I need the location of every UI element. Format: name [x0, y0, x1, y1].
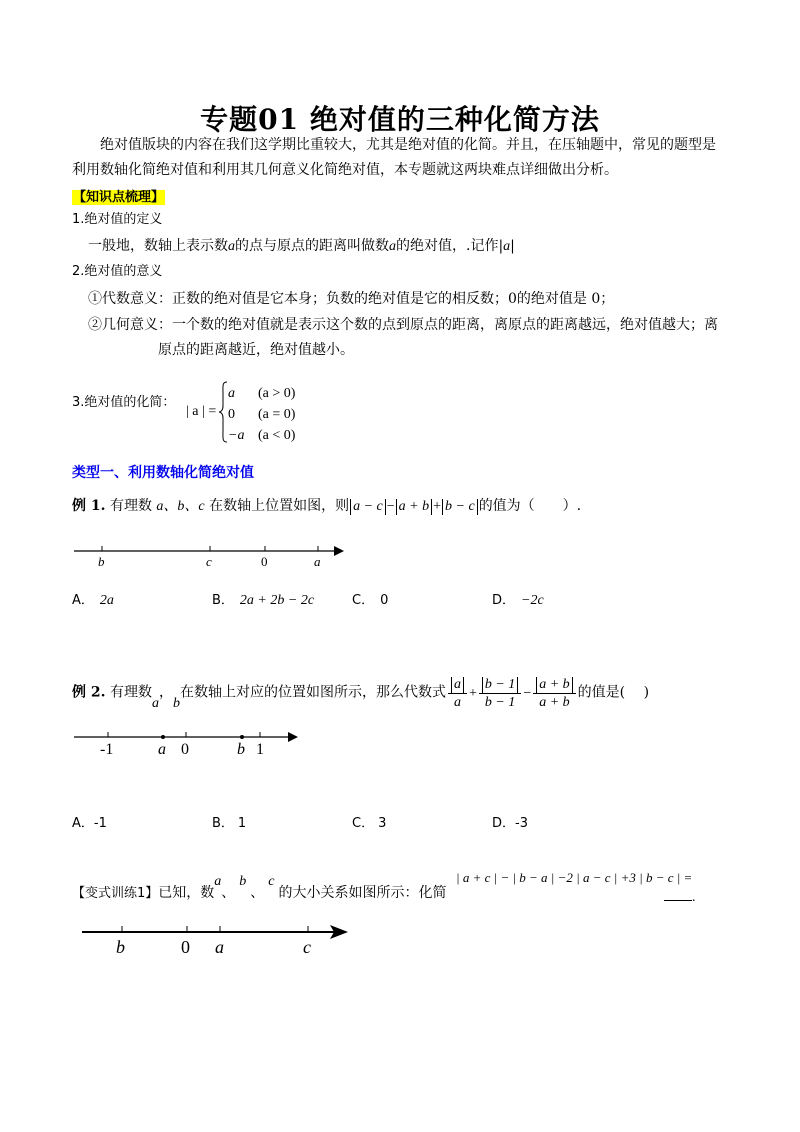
type1-heading: 类型一、利用数轴化简绝对值: [72, 465, 254, 481]
var1-axis-c: c: [303, 937, 311, 957]
ex2-frac-3: $\frac{a + b}{a + b}$: [533, 676, 575, 711]
page-title: 专题01 绝对值的三种化简方法: [200, 103, 600, 136]
example-1-number-line: [72, 540, 352, 572]
ex1-option-d[interactable]: D． −2c: [492, 593, 544, 608]
intro-line-1: 绝对值版块的内容在我们这学期比重较大，尤其是绝对值的化简。并且，在压轴题中，常见的题型是: [100, 137, 716, 153]
ex1-op-2: +: [433, 499, 442, 514]
k3-brace: [218, 380, 228, 444]
k1-text-d: |: [510, 238, 515, 254]
ex2-var-b: b: [172, 695, 180, 711]
k3-lhs: | a | =: [186, 404, 217, 419]
ex1-expression: [349, 499, 479, 514]
ex2-option-a[interactable]: A．-1: [72, 816, 107, 831]
example-2-question: [72, 676, 649, 711]
var1-text-b: 的大小关系如图所示：化简: [278, 885, 447, 901]
ex2-option-c[interactable]: C． 3: [352, 816, 387, 831]
ex2-option-b[interactable]: B． 1: [212, 816, 247, 831]
k1-text-b: 的点与原点的距离叫做数: [235, 238, 389, 254]
var1-axis-b: b: [116, 937, 125, 957]
ex1-axis-0: 0: [261, 554, 268, 569]
var1-var-c: c: [268, 874, 275, 889]
k2-title: 2.绝对值的意义: [72, 264, 163, 279]
ex1-vars: a、b、c: [156, 499, 205, 514]
var1-var-a: a: [214, 874, 222, 889]
section-tag-label: 【知识点梳理】: [73, 190, 165, 205]
ex2-text-c: 的值是( ): [577, 684, 650, 701]
ex1-option-c[interactable]: C． 0: [352, 593, 389, 608]
ex1-term-3: b − c: [442, 499, 478, 515]
k3-case-2: 0 (a = 0): [228, 407, 296, 422]
ex1-text-a: 有理数: [109, 498, 152, 514]
ex1-option-b[interactable]: B． 2a + 2b − 2c: [212, 593, 315, 608]
ex1-term-2: a + b: [396, 499, 432, 515]
k1-definition: [88, 233, 515, 260]
ex2-sep: ，: [158, 684, 173, 701]
ex2-axis-0: 0: [181, 741, 189, 758]
ex2-text-a: 有理数: [109, 684, 152, 701]
var1-answer: [664, 884, 696, 906]
var1-expression: | a + c | − | b − a | −2 | a − c | +3 | b − c | =: [456, 870, 693, 885]
k1-text-c: 的绝对值，.记作|: [396, 238, 504, 254]
k1-var: a: [228, 239, 235, 254]
intro-line-2: 利用数轴化简绝对值和利用其几何意义化简绝对值，本专题就这两块难点详细做出分析。: [72, 162, 618, 178]
ex2-axis-1: 1: [256, 741, 264, 758]
ex2-axis-a: a: [158, 741, 166, 758]
k1-var-3: a: [503, 239, 511, 254]
example-2-label: 例 2.: [72, 684, 106, 701]
var1-var-b: b: [239, 874, 247, 889]
ex1-option-a[interactable]: A． 2a: [72, 593, 114, 608]
variant-1-label: 【变式训练1】: [72, 886, 159, 901]
example-1-question: [72, 493, 581, 520]
ex1-op-1: −: [386, 499, 395, 514]
k1-var-2: a: [389, 239, 396, 254]
ex2-frac-2: $\frac{b - 1}{b - 1}$: [479, 676, 521, 711]
ex2-expression: $\frac{a}{a}$ + $\frac{b - 1}{b - 1}$ − $\frac{a + b}{a + b}$: [446, 686, 578, 701]
var1-end: .: [692, 890, 696, 905]
variant-1-number-line: [80, 920, 352, 960]
k3-case-1: a (a > 0): [228, 386, 296, 401]
k1-text-a: 一般地，数轴上表示数: [88, 238, 228, 254]
ex2-text-b: 在数轴上对应的位置如图所示，那么代数式: [179, 684, 446, 701]
var1-sep-1: 、: [221, 885, 236, 901]
k1-title: 1.绝对值的定义: [72, 212, 163, 227]
k3-title: 3.绝对值的化简：: [72, 395, 176, 410]
ex1-axis-c: c: [206, 554, 212, 569]
var1-axis-a: a: [215, 937, 224, 957]
ex1-axis-b: b: [98, 554, 105, 569]
k3-case-3: −a (a < 0): [228, 428, 296, 443]
ex2-axis-neg1: -1: [100, 741, 114, 758]
var1-sep-2: 、: [250, 885, 265, 901]
k3-cases: [228, 383, 295, 446]
ex2-option-d[interactable]: D．-3: [492, 816, 528, 831]
var1-text-a: 已知，数: [158, 885, 215, 901]
section-tag: [72, 186, 165, 205]
ex1-axis-a: a: [314, 554, 321, 569]
variant-1-question: [72, 874, 447, 907]
ex2-frac-1: $\frac{a}{a}$: [448, 676, 467, 711]
ex2-var-a: a: [151, 695, 159, 711]
k2-item-1: ①代数意义：正数的绝对值是它本身；负数的绝对值是它的相反数；0的绝对值是 0；: [88, 291, 615, 307]
example-2-number-line: [72, 726, 304, 758]
k2-item-2-line-1: ②几何意义：一个数的绝对值就是表示这个数的点到原点的距离，离原点的距离越远，绝对值越大；离: [88, 317, 718, 333]
var1-axis-0: 0: [181, 937, 190, 957]
k2-item-2-line-2: 原点的距离越近，绝对值越小。: [158, 342, 354, 358]
example-1-label: 例 1.: [72, 498, 106, 514]
ex2-axis-b: b: [237, 741, 245, 758]
ex1-term-1: a − c: [350, 499, 386, 515]
ex1-text-c: 的值为（ ）.: [478, 498, 582, 514]
ex1-text-b: 在数轴上位置如图，则: [209, 498, 350, 514]
var1-answer-blank[interactable]: [664, 884, 692, 901]
